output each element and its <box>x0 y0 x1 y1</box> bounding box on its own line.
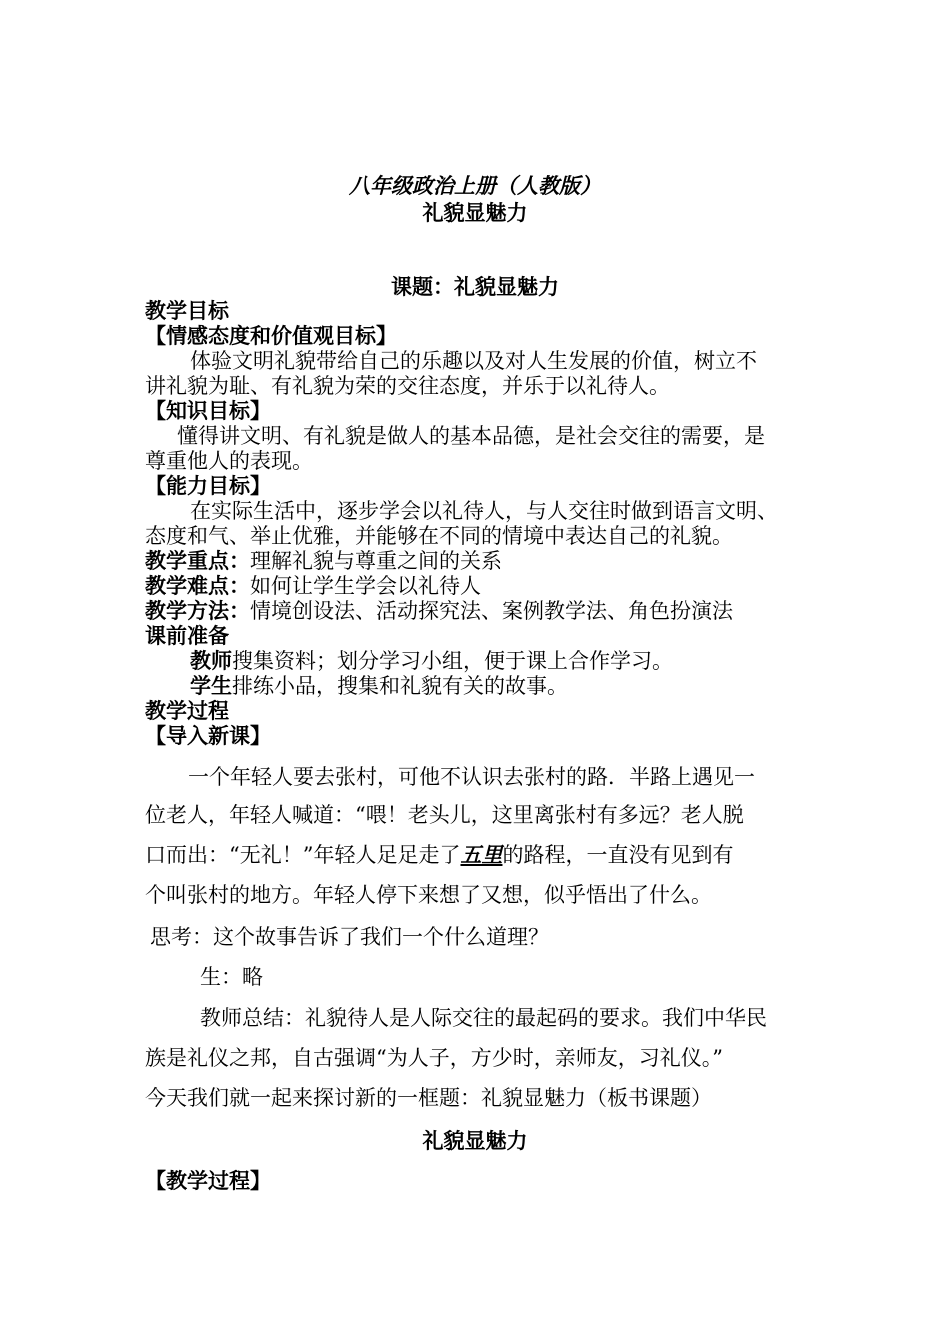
difficulty-label: 教学难点： <box>145 574 250 598</box>
summary-line-2: 族是礼仪之邦，自古强调“为人子，方少时，亲师友，习礼仪。” <box>145 1046 723 1070</box>
student-prep-label: 学生 <box>190 674 232 698</box>
student-answer: 生：略 <box>200 965 263 989</box>
teacher-prep-label: 教师 <box>190 649 232 673</box>
lesson-topic: 课题：礼貌显魅力 <box>391 275 559 299</box>
story-line-4: 个叫张村的地方。年轻人停下来想了又想，似乎悟出了什么。 <box>145 883 712 907</box>
knowledge-goals-line-2: 尊重他人的表现。 <box>145 449 313 473</box>
key-point-row <box>145 548 502 574</box>
student-prep-text: 排练小品，搜集和礼貌有关的故事。 <box>232 674 568 698</box>
document-title: 八年级政治上册（人教版） <box>349 174 601 198</box>
teacher-prep-text: 搜集资料；划分学习小组，便于课上合作学习。 <box>232 649 673 673</box>
teacher-prep-row <box>190 648 673 674</box>
method-text: 情境创设法、活动探究法、案例教学法、角色扮演法 <box>250 599 733 623</box>
knowledge-goals-line-1: 懂得讲文明、有礼貌是做人的基本品德，是社会交往的需要，是 <box>177 424 765 448</box>
knowledge-goals-heading: 【知识目标】 <box>145 399 271 423</box>
prep-heading: 课前准备 <box>145 624 229 648</box>
story-line-2: 位老人，年轻人喊道：“喂！老头儿，这里离张村有多远？老人脱 <box>145 803 744 827</box>
method-label: 教学方法： <box>145 599 250 623</box>
story-emphasis: 五里 <box>460 842 503 867</box>
emotion-goals-line-2: 讲礼貌为耻、有礼貌为荣的交往态度，并乐于以礼待人。 <box>145 374 670 398</box>
section-title: 礼貌显魅力 <box>422 1129 528 1153</box>
intro-heading: 【导入新课】 <box>145 724 271 748</box>
difficulty-row <box>145 573 481 599</box>
summary-line-1: 教师总结：礼貌待人是人际交往的最起码的要求。我们中华民 <box>200 1006 767 1030</box>
key-point-label: 教学重点： <box>145 549 250 573</box>
teaching-process-heading: 【教学过程】 <box>145 1169 271 1193</box>
method-row <box>145 598 733 624</box>
summary-line-3: 今天我们就一起来探讨新的一框题：礼貌显魅力（板书课题） <box>145 1086 712 1110</box>
emotion-goals-line-1: 体验文明礼貌带给自己的乐趣以及对人生发展的价值，树立不 <box>190 349 757 373</box>
ability-goals-line-2: 态度和气、举止优雅，并能够在不同的情境中表达自己的礼貌。 <box>145 524 733 548</box>
goals-heading: 教学目标 <box>145 299 229 323</box>
story-line-3 <box>145 840 733 870</box>
ability-goals-heading: 【能力目标】 <box>145 474 271 498</box>
student-prep-row <box>190 673 568 699</box>
document-subtitle: 礼貌显魅力 <box>422 201 528 225</box>
story-line-3-start: 口而出：“无礼！”年轻人足足走了 <box>145 843 461 867</box>
difficulty-text: 如何让学生学会以礼待人 <box>250 574 481 598</box>
process-heading: 教学过程 <box>145 699 229 723</box>
think-question: 思考：这个故事告诉了我们一个什么道理？ <box>150 925 549 949</box>
story-line-1: 一个年轻人要去张村，可他不认识去张村的路．半路上遇见一 <box>188 765 755 789</box>
ability-goals-line-1: 在实际生活中，逐步学会以礼待人，与人交往时做到语言文明、 <box>190 499 778 523</box>
key-point-text: 理解礼貌与尊重之间的关系 <box>250 549 502 573</box>
emotion-goals-heading: 【情感态度和价值观目标】 <box>145 324 397 348</box>
story-line-3-end: 的路程，一直没有见到有 <box>502 843 734 867</box>
